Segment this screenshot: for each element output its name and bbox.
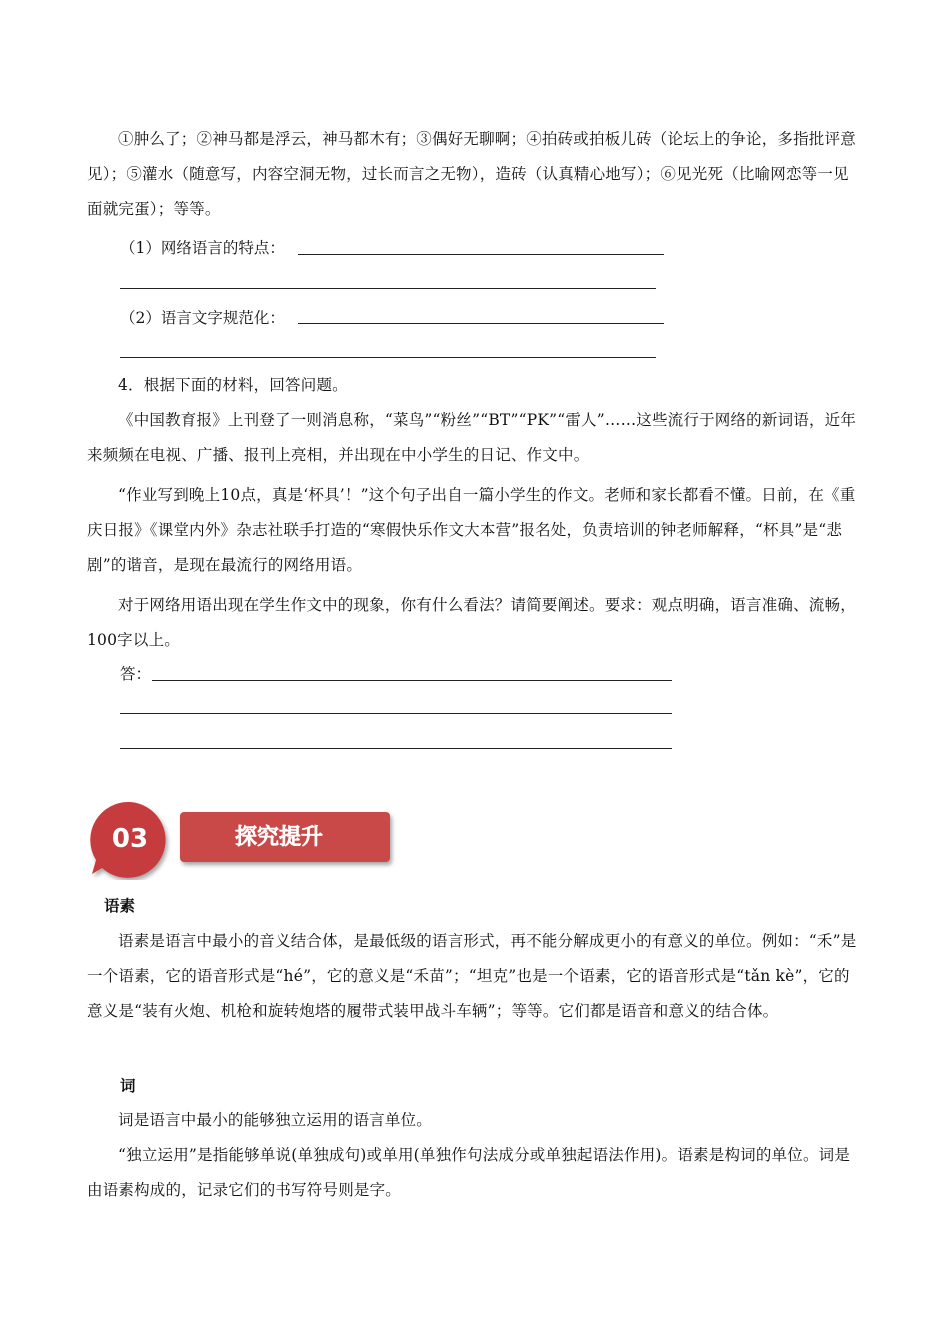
q4-paragraph-3: 对于网络用语出现在学生作文中的现象，你有什么看法？请简要阐述。要求：观点明确，语言准确、流畅，100字以上。: [87, 596, 856, 649]
answer-line-3[interactable]: [120, 748, 672, 749]
section-number: 03: [111, 824, 149, 854]
q2-answer-line-1[interactable]: [298, 323, 664, 324]
morpheme-paragraph: 语素是语言中最小的音义结合体，是最低级的语言形式，再不能分解成更小的有意义的单位。例如：“禾”是一个语素，它的语音形式是“hé”，它的意义是“禾苗”；“坦克”也是一个语素，它的语音形式是“tǎn kè”，它的意义是“装有火炮、机枪和旋转炮塔的履带式装甲战斗车辆”；等等。它们都是语音和意义的结合体。: [87, 932, 857, 1020]
word-paragraph-1: 词是语言中最小的能够独立运用的语言单位。: [118, 1111, 433, 1129]
word-heading: 词: [120, 1077, 136, 1095]
q1-label: （1）网络语言的特点：: [120, 239, 285, 257]
q4-paragraph-2: “作业写到晚上10点，真是‘杯具’！”这个句子出自一篇小学生的作文。老师和家长都看不懂。日前，在《重庆日报》《课堂内外》杂志社联手打造的“寒假快乐作文大本营”报名处，负责培训的钟老师解释，“杯具”是“悲剧”的谐音，是现在最流行的网络用语。: [87, 486, 856, 574]
q2-label: （2）语言文字规范化：: [120, 309, 285, 327]
q4-title: 4．根据下面的材料，回答问题。: [118, 376, 348, 394]
answer-line-1[interactable]: [152, 680, 672, 681]
answer-label: 答：: [120, 665, 152, 683]
section-badge-graphic: [90, 800, 400, 880]
q1-answer-line-2[interactable]: [120, 288, 656, 289]
word-paragraph-2: “独立运用”是指能够单说(单独成句)或单用(单独作句法成分或单独起语法作用)。语素是构词的单位。词是由语素构成的，记录它们的书写符号则是字。: [87, 1146, 851, 1199]
q1-answer-line-1[interactable]: [298, 254, 664, 255]
q4-paragraph-1: 《中国教育报》上刊登了一则消息称，“菜鸟”“粉丝”“BT”“PK”“雷人”……这些流行于网络的新词语，近年来频频在电视、广播、报刊上亮相，并出现在中小学生的日记、作文中。: [87, 411, 857, 464]
examples-paragraph: ①肿么了；②神马都是浮云，神马都木有；③偶好无聊啊；④拍砖或拍板儿砖（论坛上的争论，多指批评意见）；⑤灌水（随意写，内容空洞无物，过长而言之无物），造砖（认真精心地写）；⑥见光死（比喻网恋等一见面就完蛋）；等等。: [87, 130, 856, 218]
section-title: 探究提升: [235, 825, 324, 850]
q2-answer-line-2[interactable]: [120, 357, 656, 358]
answer-line-2[interactable]: [120, 713, 672, 714]
morpheme-heading: 语素: [104, 897, 136, 915]
section-header: [90, 800, 400, 880]
